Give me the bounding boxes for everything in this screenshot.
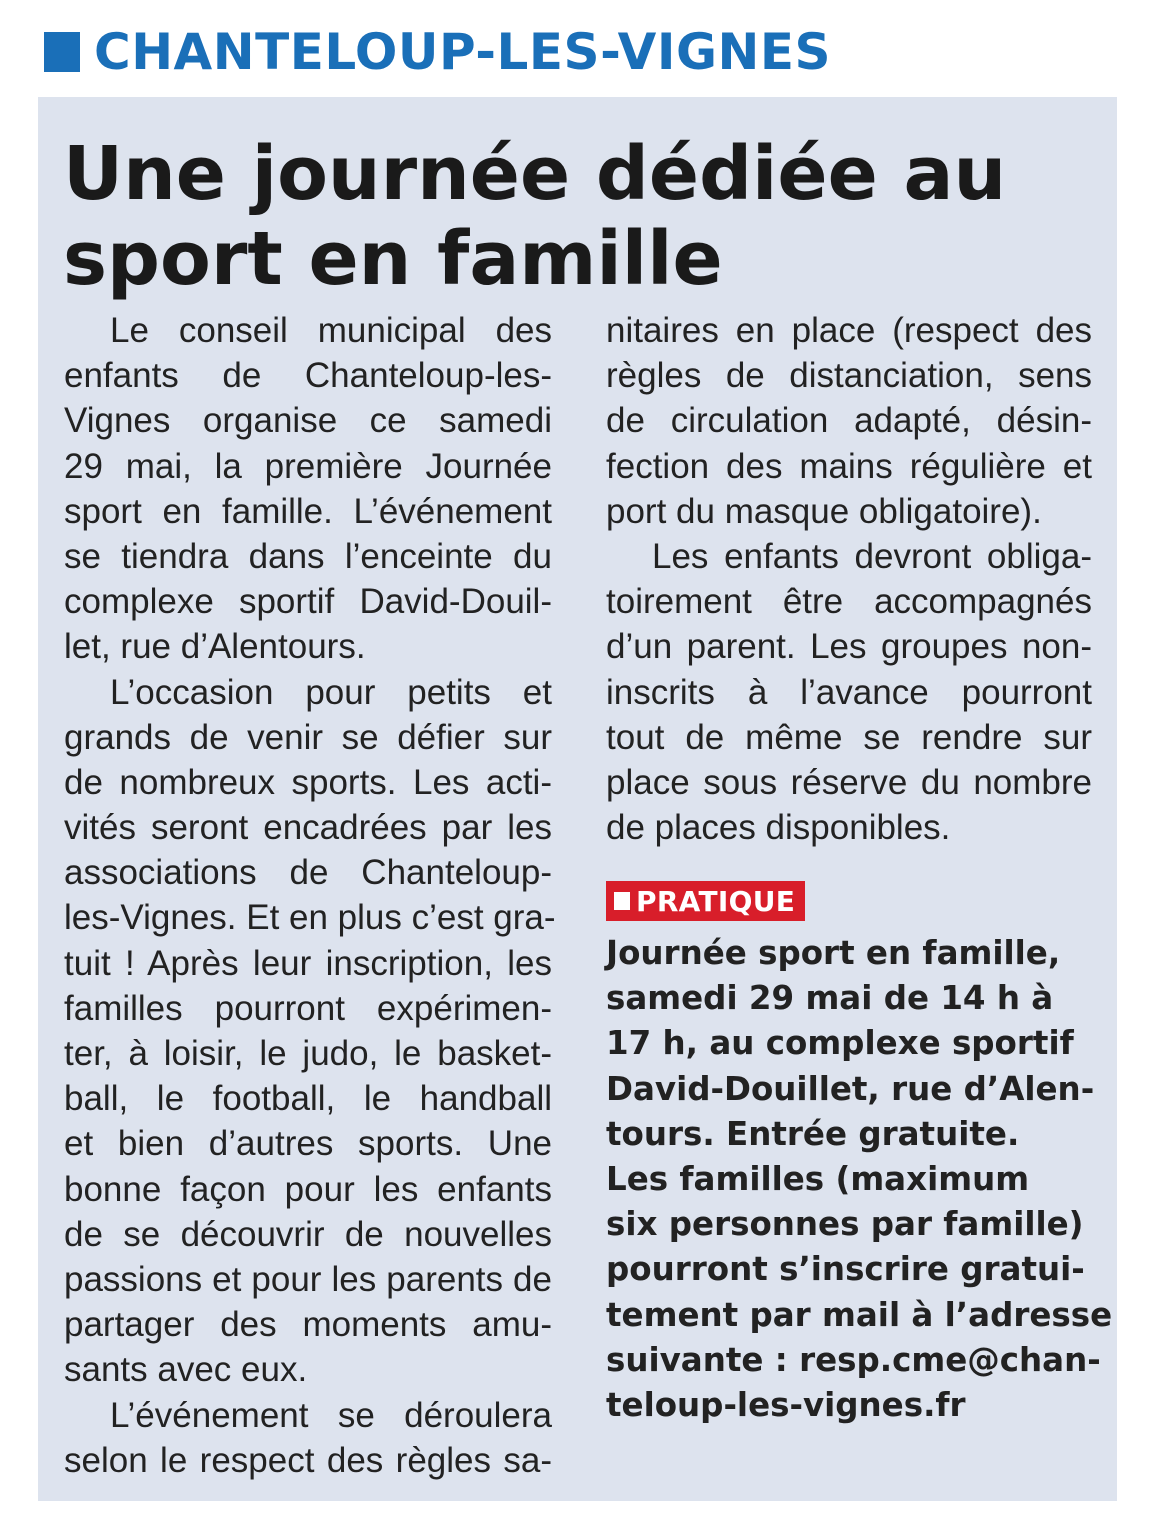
body-line: Le conseil municipal des — [110, 311, 552, 350]
body-line: L’occasion pour petits et — [110, 672, 552, 712]
body-line: nitaires en place (respect des — [606, 311, 1092, 350]
body-line: enfants de Chanteloup-les- — [64, 356, 552, 396]
body-line: complexe sportif David-Douil- — [64, 582, 552, 622]
body-line: port du masque obligatoire). — [606, 491, 1042, 531]
pratique-line: tement par mail à l’adresse — [606, 1295, 1113, 1334]
body-line: de places disponibles. — [606, 808, 951, 848]
body-line: passions et pour les parents de — [64, 1259, 552, 1299]
pratique-email-line: teloup-les-vignes.fr — [606, 1385, 966, 1424]
pratique-line: suivante : resp.cme@chan- — [606, 1340, 1101, 1379]
pratique-info — [606, 931, 1113, 1428]
body-line: d’un parent. Les groupes non- — [606, 627, 1092, 667]
body-line: L’événement se déroulera — [110, 1395, 552, 1435]
body-line: grands de venir se défier sur — [64, 717, 552, 757]
pratique-badge — [606, 881, 805, 921]
body-line: ter, à loisir, le judo, le basket- — [64, 1034, 552, 1073]
body-line: partager des moments amu- — [64, 1305, 552, 1345]
body-line: de circulation adapté, désin- — [606, 401, 1092, 441]
article-right-column — [606, 308, 1092, 850]
body-line: vités seront encadrées par les — [64, 808, 552, 848]
headline-line-1: Une journée dédiée au — [63, 131, 1007, 217]
pratique-line: Journée sport en famille, — [606, 934, 1061, 972]
body-line: règles de distanciation, sens — [606, 356, 1092, 396]
body-line: selon le respect des règles sa- — [64, 1440, 552, 1480]
body-line: se tiendra dans l’enceinte du — [64, 536, 552, 576]
body-line: ball, le football, le handball — [64, 1079, 552, 1119]
body-line: familles pourront expérimen- — [64, 988, 552, 1028]
pratique-line: samedi 29 mai de 14 h à — [606, 979, 1054, 1018]
pratique-label: PRATIQUE — [636, 884, 796, 918]
body-line: 29 mai, la première Journée — [64, 446, 552, 486]
pratique-line: Les familles (maximum — [606, 1159, 1030, 1198]
body-line: associations de Chanteloup- — [64, 853, 552, 893]
body-line: tout de même se rendre sur — [606, 717, 1092, 757]
section-header — [44, 22, 831, 82]
pratique-line: tours. Entrée gratuite. — [606, 1114, 1020, 1153]
body-line: et bien d’autres sports. Une — [64, 1124, 552, 1164]
body-line: toirement être accompagnés — [606, 582, 1092, 622]
body-line: de se découvrir de nouvelles — [64, 1214, 552, 1254]
body-line: Les enfants devront obliga- — [652, 536, 1092, 576]
body-line: inscrits à l’avance pourront — [606, 672, 1092, 712]
pratique-line: pourront s’inscrire gratui- — [606, 1250, 1085, 1289]
article-left-column — [64, 308, 556, 1483]
body-line: tuit ! Après leur inscription, les — [64, 943, 552, 983]
body-line: Vignes organise ce samedi — [64, 401, 552, 441]
body-line: sants avec eux. — [64, 1350, 308, 1390]
section-square-icon — [44, 32, 80, 72]
body-line: les-Vignes. Et en plus c’est gra- — [64, 898, 556, 938]
pratique-line: six personnes par famille) — [606, 1205, 1084, 1244]
body-line: place sous réserve du nombre — [606, 762, 1092, 802]
pratique-line: David-Douillet, rue d’Alen- — [606, 1069, 1095, 1108]
body-line: sport en famille. L’événement — [64, 491, 552, 531]
body-line: fection des mains régulière et — [606, 446, 1092, 486]
body-line: bonne façon pour les enfants — [64, 1169, 552, 1209]
headline-line-2: sport en famille — [63, 216, 723, 302]
headline — [63, 132, 1083, 302]
body-line: de nombreux sports. Les acti- — [64, 762, 552, 802]
pratique-square-icon — [614, 892, 630, 910]
pratique-line: 17 h, au complexe sportif — [606, 1024, 1074, 1063]
section-title: CHANTELOUP-LES-VIGNES — [94, 23, 832, 81]
body-line: let, rue d’Alentours. — [64, 627, 366, 667]
